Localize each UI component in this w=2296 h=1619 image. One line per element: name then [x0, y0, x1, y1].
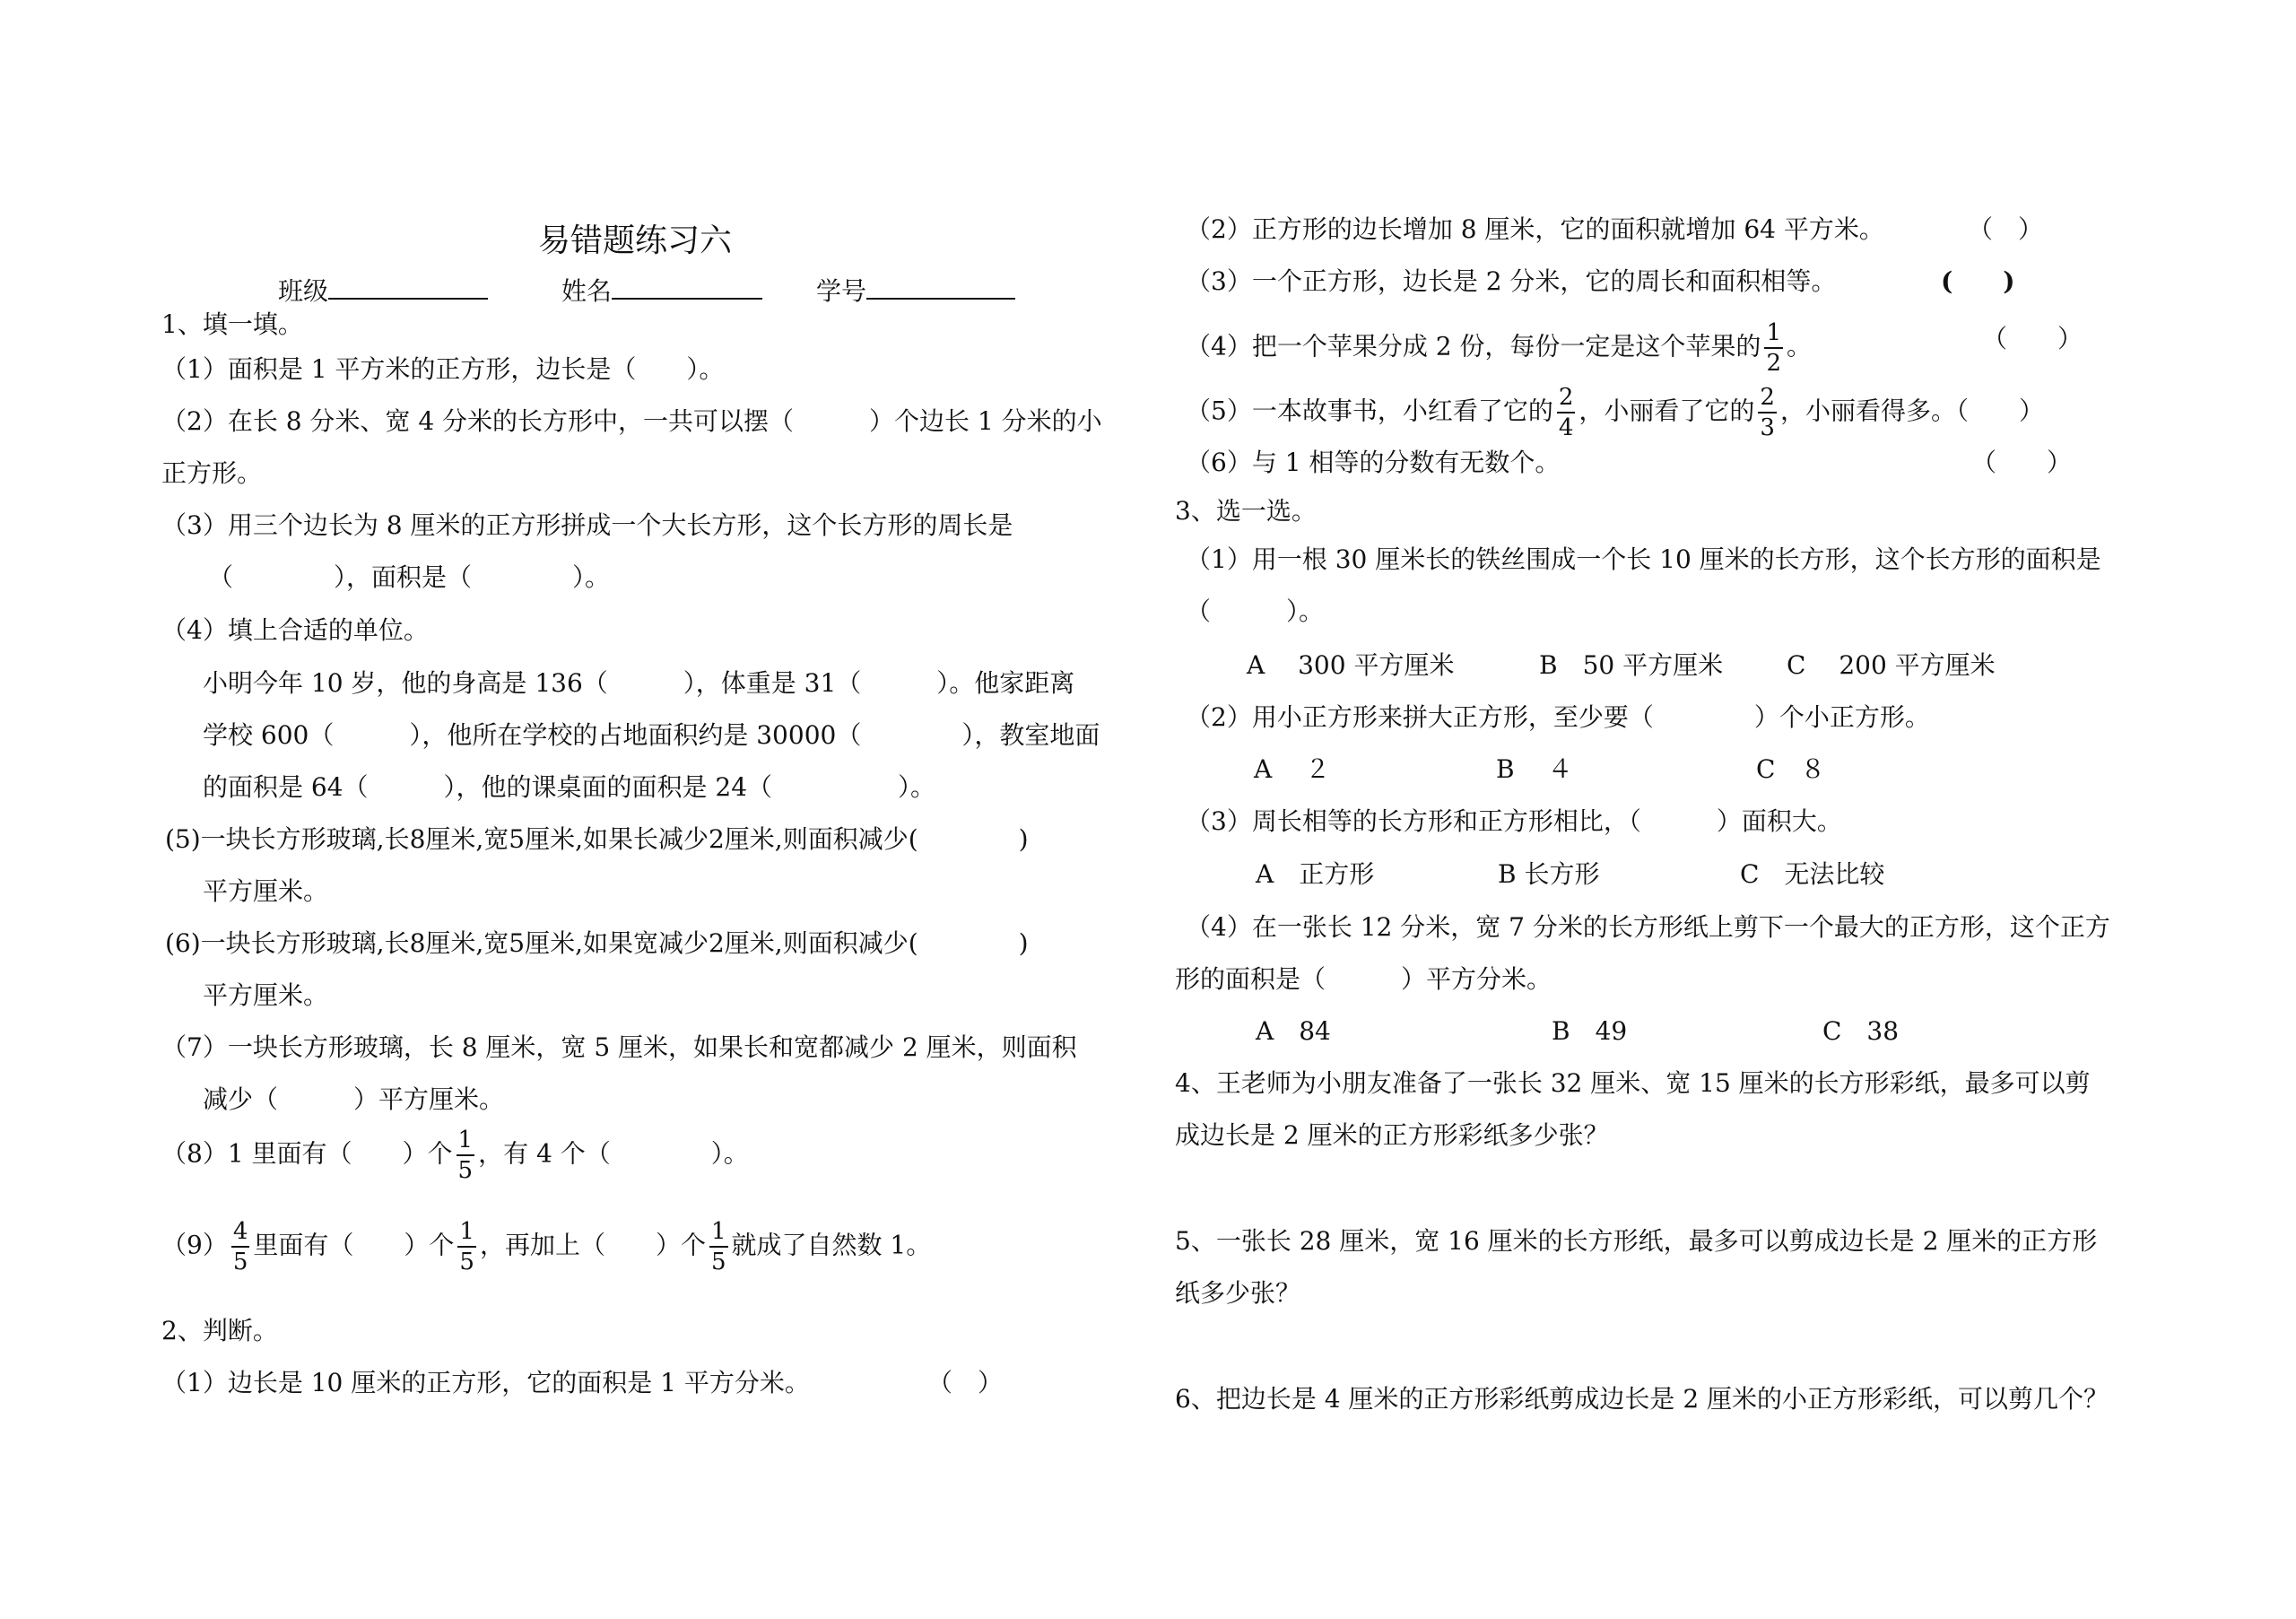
s1-option-c[interactable]: C 200 平方厘米	[1787, 650, 1996, 680]
fraction-numerator: 2	[1760, 384, 1775, 411]
j3-answer-blank[interactable]: ( )	[1941, 266, 2015, 296]
fraction-denominator: 5	[710, 1249, 726, 1275]
id-field[interactable]	[816, 271, 1015, 309]
q1-4-line2: 学校 600（ ），他所在学校的占地面积约是 30000（ ），教室地面	[203, 720, 1100, 750]
fraction-numerator: 1	[710, 1218, 726, 1245]
s4-cont: 形的面积是（ ）平方分米。	[1175, 964, 1552, 994]
q1-8-text-a: （8）1 里面有（ ）个	[161, 1138, 453, 1169]
s3-option-a[interactable]: A 正方形	[1256, 859, 1375, 889]
q1-9-prefix: （9）	[161, 1230, 228, 1260]
j5-text-a: （5）一本故事书，小红看了它的	[1186, 396, 1553, 426]
q1-9-text-d: 就成了自然数 1。	[731, 1230, 932, 1260]
s3-option-c[interactable]: C 无法比较	[1740, 859, 1885, 889]
q1-4-line3: 的面积是 64（ ），他的课桌面的面积是 24（ ）。	[203, 772, 936, 802]
s4: （4）在一张长 12 分米，宽 7 分米的长方形纸上剪下一个最大的正方形，这个正方	[1186, 912, 2110, 942]
q1-8	[161, 1128, 749, 1182]
q1-8-text-b: ，有 4 个（ ）。	[478, 1138, 749, 1169]
q1-3-cont: （ ），面积是（ ）。	[208, 562, 611, 592]
section-3-heading: 3、选一选。	[1175, 496, 1317, 526]
j6-answer-blank[interactable]: （ ）	[1971, 448, 2073, 477]
q1-6-cont: 平方厘米。	[203, 980, 329, 1010]
s4-option-c[interactable]: C 38	[1822, 1016, 1900, 1046]
id-blank[interactable]	[866, 271, 1015, 300]
j2: （2）正方形的边长增加 8 厘米，它的面积就增加 64 平方米。	[1186, 214, 1884, 244]
fraction-denominator: 5	[457, 1157, 474, 1184]
q1-2-cont: 正方形。	[161, 458, 263, 488]
q1-3: （3）用三个边长为 8 厘米的正方形拼成一个大长方形，这个长方形的周长是	[161, 510, 1013, 540]
s2-option-c[interactable]: C ８	[1756, 754, 1826, 784]
problem-5: 5、一张长 28 厘米，宽 16 厘米的长方形纸，最多可以剪成边长是 2 厘米的正方形	[1175, 1226, 2098, 1256]
s2: （2）用小正方形来拼大正方形，至少要（ ）个小正方形。	[1186, 702, 1930, 732]
q1-9-text-b: 里面有（ ）个	[253, 1230, 455, 1260]
s1-option-a[interactable]: A 300 平方厘米	[1247, 650, 1455, 680]
fraction-denominator: 5	[232, 1249, 248, 1275]
j1: （1）边长是 10 厘米的正方形，它的面积是 1 平方分米。	[161, 1368, 810, 1397]
fraction-one-fifth	[457, 1220, 476, 1274]
j5-text-b: ，小丽看了它的	[1578, 396, 1755, 426]
j4	[1186, 321, 1812, 375]
fraction-numerator: 1	[1766, 319, 1781, 346]
name-field[interactable]	[561, 271, 762, 309]
j5	[1186, 386, 2044, 440]
class-blank[interactable]	[328, 271, 488, 300]
fraction-denominator: 2	[1766, 350, 1781, 377]
fraction-one-half	[1764, 321, 1783, 375]
name-blank[interactable]	[612, 271, 762, 300]
s3: （3）周长相等的长方形和正方形相比，（ ）面积大。	[1186, 806, 1842, 836]
j3: （3）一个正方形，边长是 2 分米，它的周长和面积相等。	[1186, 266, 1837, 296]
problem-4-cont: 成边长是 2 厘米的正方形彩纸多少张？	[1175, 1120, 1609, 1150]
fraction-two-fourths	[1557, 386, 1576, 440]
q1-5: (5)一块长方形玻璃,长8厘米,宽5厘米,如果长减少2厘米,则面积减少( )	[165, 824, 1029, 854]
j2-answer-blank[interactable]: （ ）	[1968, 214, 2044, 244]
j1-answer-blank[interactable]: （ ）	[927, 1368, 1004, 1397]
fraction-one-fifth	[457, 1128, 475, 1182]
q1-7: （7）一块长方形玻璃，长 8 厘米，宽 5 厘米，如果长和宽都减少 2 厘米，则面积	[161, 1032, 1077, 1062]
fraction-numerator: 2	[1558, 384, 1574, 411]
fraction-denominator: 3	[1760, 414, 1775, 441]
q1-1: （1）面积是 1 平方米的正方形，边长是（ ）。	[161, 354, 725, 384]
fraction-numerator: 1	[457, 1127, 474, 1153]
fraction-denominator: 4	[1558, 414, 1574, 441]
q1-4: （4）填上合适的单位。	[161, 615, 429, 645]
problem-6: 6、把边长是 4 厘米的正方形彩纸剪成边长是 2 厘米的小正方形彩纸，可以剪几个？	[1175, 1384, 2109, 1414]
page-title: 易错题练习六	[538, 222, 733, 259]
s2-option-a[interactable]: A ２	[1254, 754, 1331, 784]
q1-9-text-c: ，再加上（ ）个	[479, 1230, 706, 1260]
j6: （6）与 1 相等的分数有无数个。	[1186, 448, 1561, 477]
problem-5-cont: 纸多少张？	[1175, 1278, 1301, 1308]
s1-cont: （ ）。	[1186, 596, 1325, 626]
class-field[interactable]	[278, 271, 488, 309]
fraction-numerator: 1	[459, 1218, 474, 1245]
problem-4: 4、王老师为小朋友准备了一张长 32 厘米、宽 15 厘米的长方形彩纸，最多可以剪	[1175, 1068, 2091, 1098]
j4-text-a: （4）把一个苹果分成 2 份，每份一定是这个苹果的	[1186, 331, 1761, 361]
j4-answer-blank[interactable]: （ ）	[1982, 324, 2083, 353]
q1-5-cont: 平方厘米。	[203, 876, 329, 906]
name-label: 姓名	[561, 276, 613, 306]
q1-4-line1: 小明今年 10 岁，他的身高是 136（ ），体重是 31（ ）。他家距离	[203, 668, 1075, 698]
fraction-numerator: 4	[232, 1218, 248, 1245]
s3-option-b[interactable]: B 长方形	[1498, 859, 1600, 889]
j5-text-c: ，小丽看得多。（ ）	[1779, 396, 2044, 426]
section-2-heading: 2、判断。	[161, 1316, 278, 1345]
class-label: 班级	[278, 276, 329, 306]
section-1-heading: 1、填一填。	[161, 309, 303, 339]
q1-7-cont: 减少（ ）平方厘米。	[203, 1084, 505, 1114]
q1-9	[161, 1220, 931, 1274]
s1-option-b[interactable]: B 50 平方厘米	[1539, 650, 1724, 680]
s2-option-b[interactable]: B ４	[1496, 754, 1573, 784]
fraction-denominator: 5	[459, 1249, 474, 1275]
fraction-four-fifths	[231, 1220, 250, 1274]
fraction-one-fifth	[709, 1220, 728, 1274]
j4-text-b: 。	[1786, 331, 1812, 361]
q1-6: (6)一块长方形玻璃,长8厘米,宽5厘米,如果宽减少2厘米,则面积减少( )	[165, 928, 1029, 958]
id-label: 学号	[816, 276, 867, 306]
s4-option-b[interactable]: B 49	[1552, 1016, 1628, 1046]
s4-option-a[interactable]: A 84	[1256, 1016, 1331, 1046]
s1: （1）用一根 30 厘米长的铁丝围成一个长 10 厘米的长方形，这个长方形的面积是	[1186, 544, 2101, 574]
q1-2: （2）在长 8 分米、宽 4 分米的长方形中，一共可以摆（ ）个边长 1 分米的小	[161, 406, 1102, 436]
fraction-two-thirds	[1758, 386, 1777, 440]
